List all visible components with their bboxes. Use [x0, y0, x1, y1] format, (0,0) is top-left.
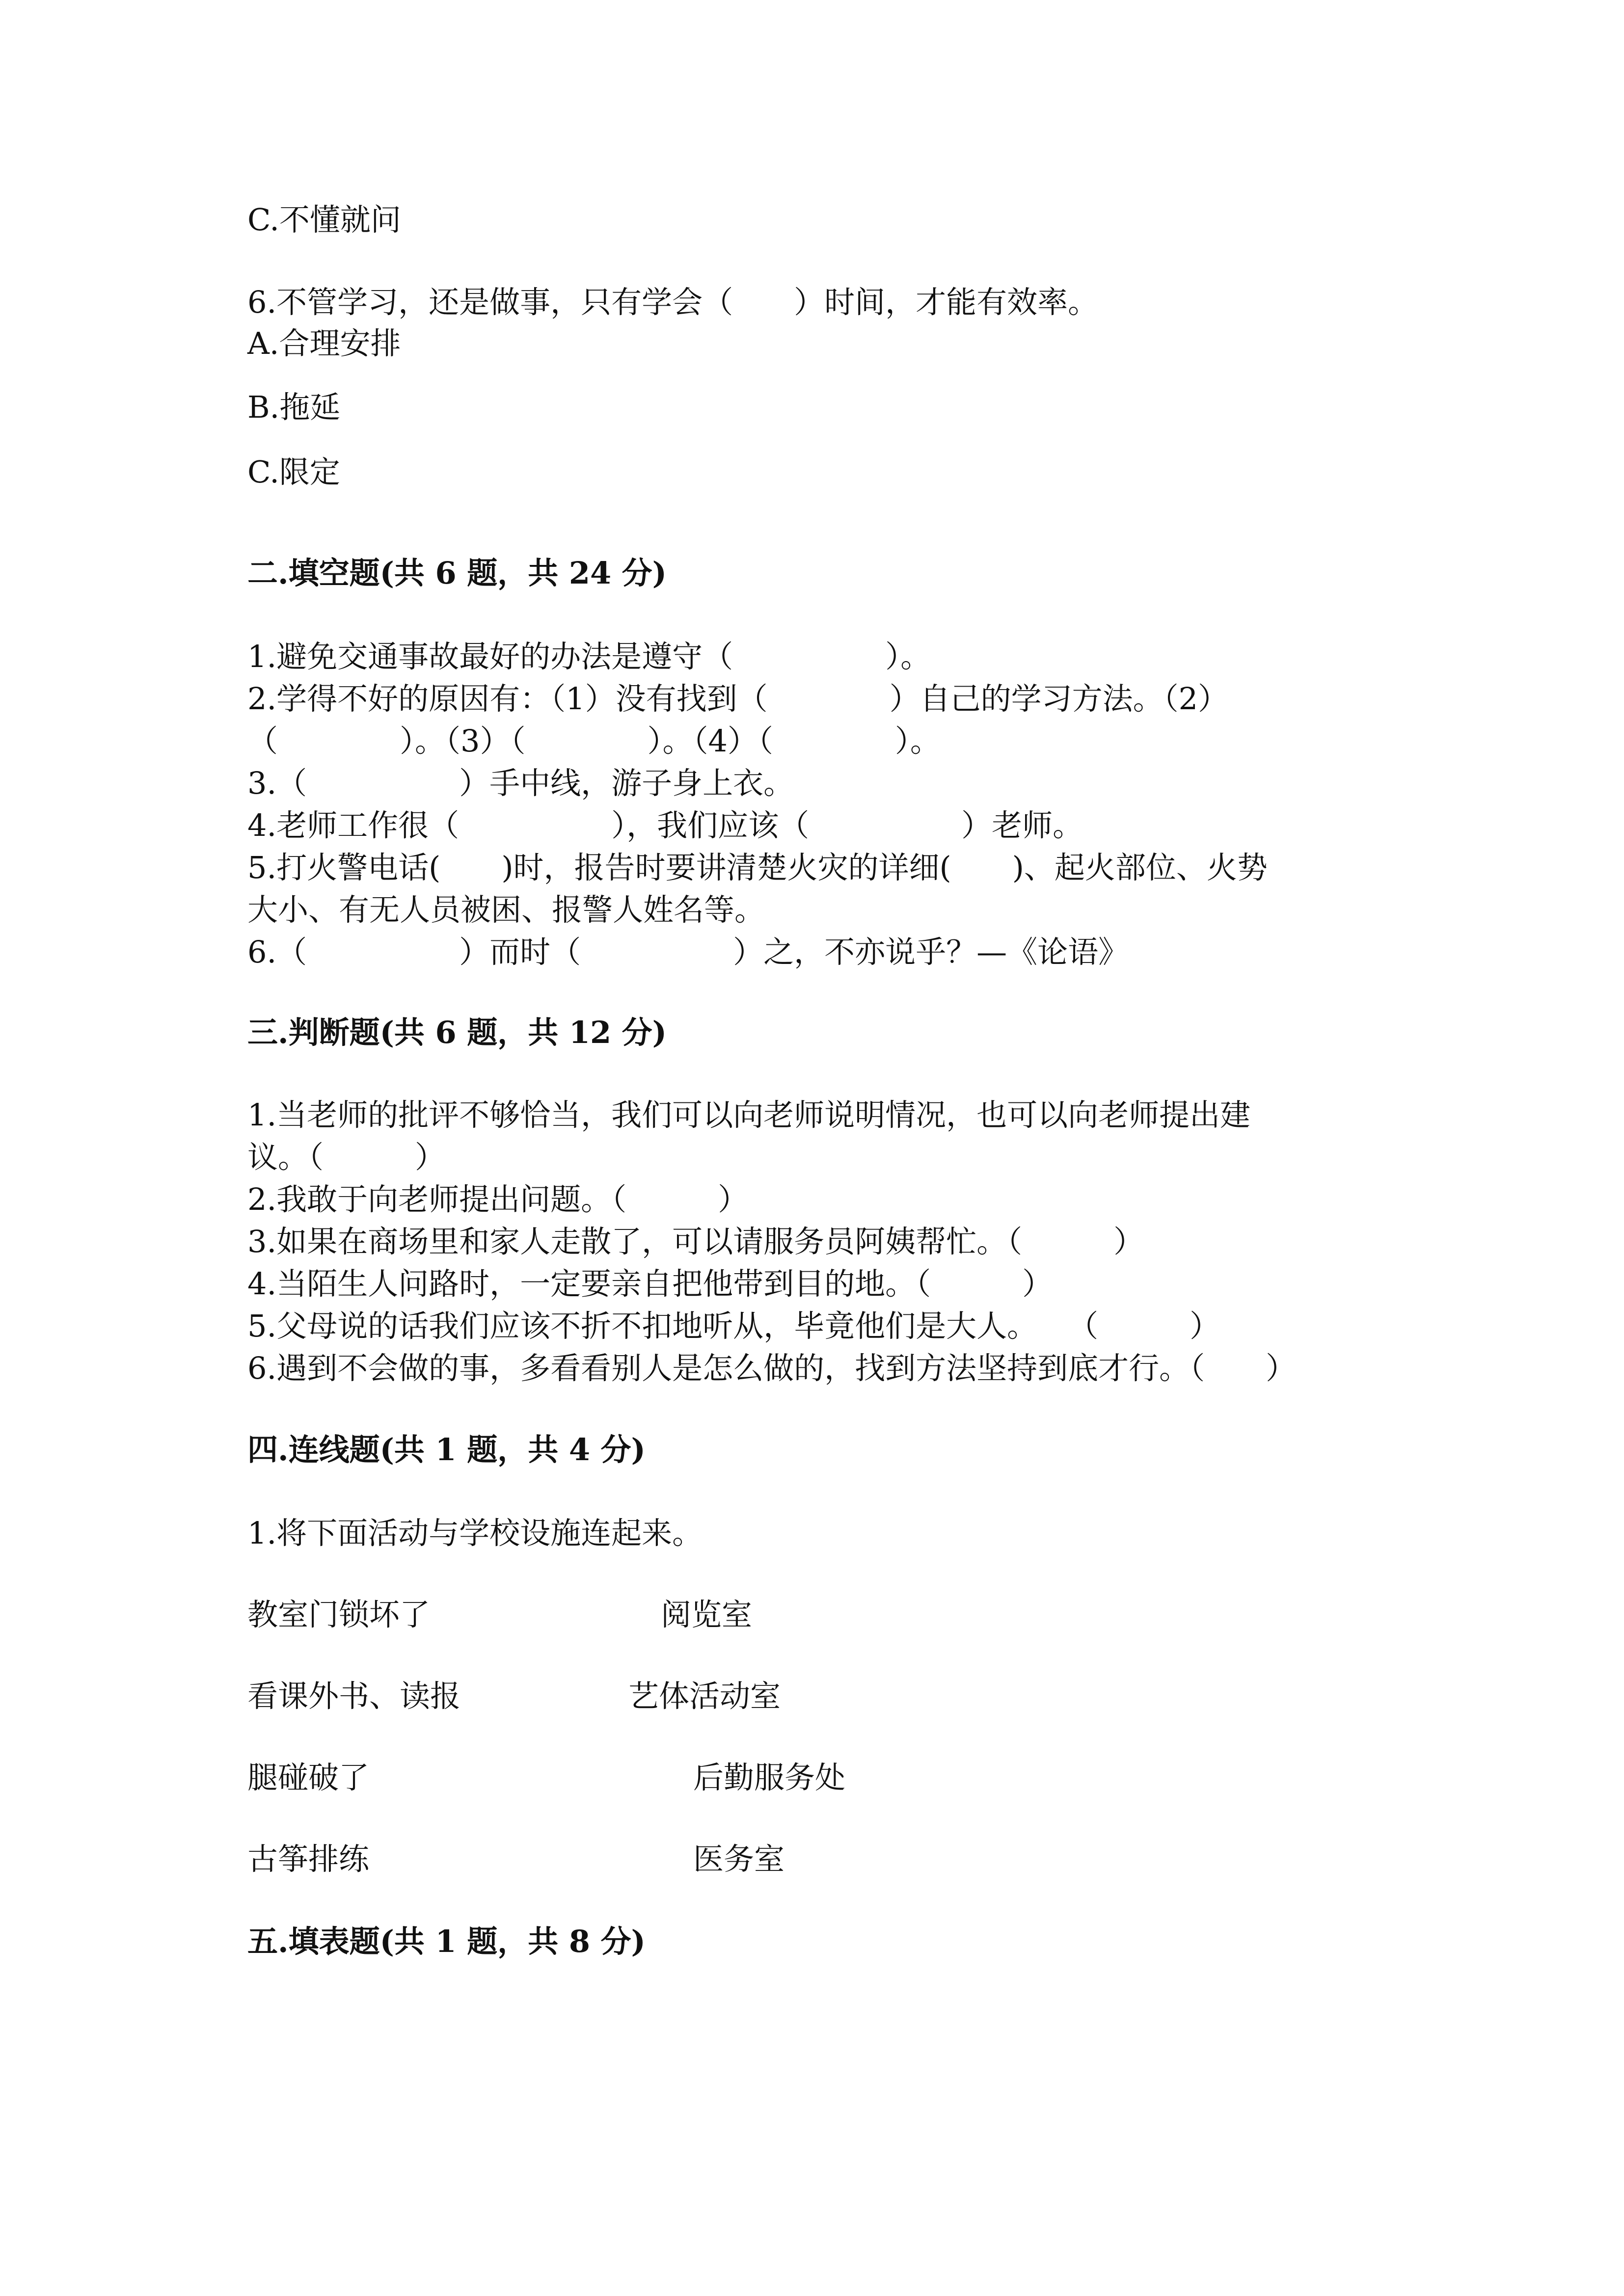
q5-option-c: C.不懂就问: [247, 202, 401, 238]
fill-blank-line: 大小、有无人员被困、报警人姓名等。: [247, 892, 765, 928]
true-false-line: 4.当陌生人问路时，一定要亲自把他带到目的地。（ ）: [247, 1266, 1053, 1302]
fill-blank-line: 6.（ ）而时（ ）之，不亦说乎？—《论语》: [247, 934, 1129, 970]
true-false-line: 3.如果在商场里和家人走散了，可以请服务员阿姨帮忙。（ ）: [247, 1224, 1144, 1259]
fill-blank-line: 3.（ ）手中线，游子身上衣。: [247, 765, 794, 801]
true-false-line: 2.我敢于向老师提出问题。（ ）: [247, 1181, 749, 1217]
q6-stem: 6.不管学习，还是做事，只有学会（ ）时间，才能有效率。: [247, 284, 1099, 320]
fill-blank-line: 5.打火警电话( )时，报告时要讲清楚火灾的详细( )、起火部位、火势: [247, 850, 1268, 885]
fill-blank-line: 4.老师工作很（ ），我们应该（ ）老师。: [247, 807, 1083, 843]
matching-left-item: 教室门锁坏了: [247, 1597, 431, 1632]
matching-left-item: 古筝排练: [247, 1841, 370, 1877]
section-heading-fill-blank: 二.填空题(共 6 题，共 24 分): [247, 555, 667, 591]
true-false-line: 6.遇到不会做的事，多看看别人是怎么做的，找到方法坚持到底才行。（ ）: [247, 1350, 1297, 1386]
q6-option-a: A.合理安排: [247, 325, 401, 361]
fill-blank-line: 1.避免交通事故最好的办法是遵守（ ）。: [247, 639, 931, 674]
fill-blank-line: 2.学得不好的原因有：（1）没有找到（ ）自己的学习方法。（2）: [247, 681, 1229, 717]
matching-left-item: 腿碰破了: [247, 1760, 370, 1795]
matching-right-item: 阅览室: [661, 1597, 753, 1632]
q6-option-c: C.限定: [247, 454, 340, 490]
true-false-line: 1.当老师的批评不够恰当，我们可以向老师说明情况，也可以向老师提出建: [247, 1097, 1251, 1133]
fill-blank-line: （ ）。（3）（ ）。（4）（ ）。: [247, 723, 941, 759]
true-false-line: 议。（ ）: [247, 1139, 446, 1175]
matching-right-item: 后勤服务处: [693, 1760, 846, 1795]
q6-option-b: B.拖延: [247, 389, 341, 425]
section-heading-true-false: 三.判断题(共 6 题，共 12 分): [247, 1015, 667, 1050]
matching-right-item: 艺体活动室: [628, 1678, 781, 1714]
matching-question: 1.将下面活动与学校设施连起来。: [247, 1515, 703, 1551]
section-heading-fill-table: 五.填表题(共 1 题，共 8 分): [247, 1923, 646, 1959]
true-false-line: 5.父母说的话我们应该不折不扣地听从，毕竟他们是大人。 （ ）: [247, 1308, 1220, 1344]
matching-left-item: 看课外书、读报: [247, 1678, 461, 1714]
matching-right-item: 医务室: [693, 1841, 785, 1877]
section-heading-matching: 四.连线题(共 1 题，共 4 分): [247, 1432, 646, 1468]
